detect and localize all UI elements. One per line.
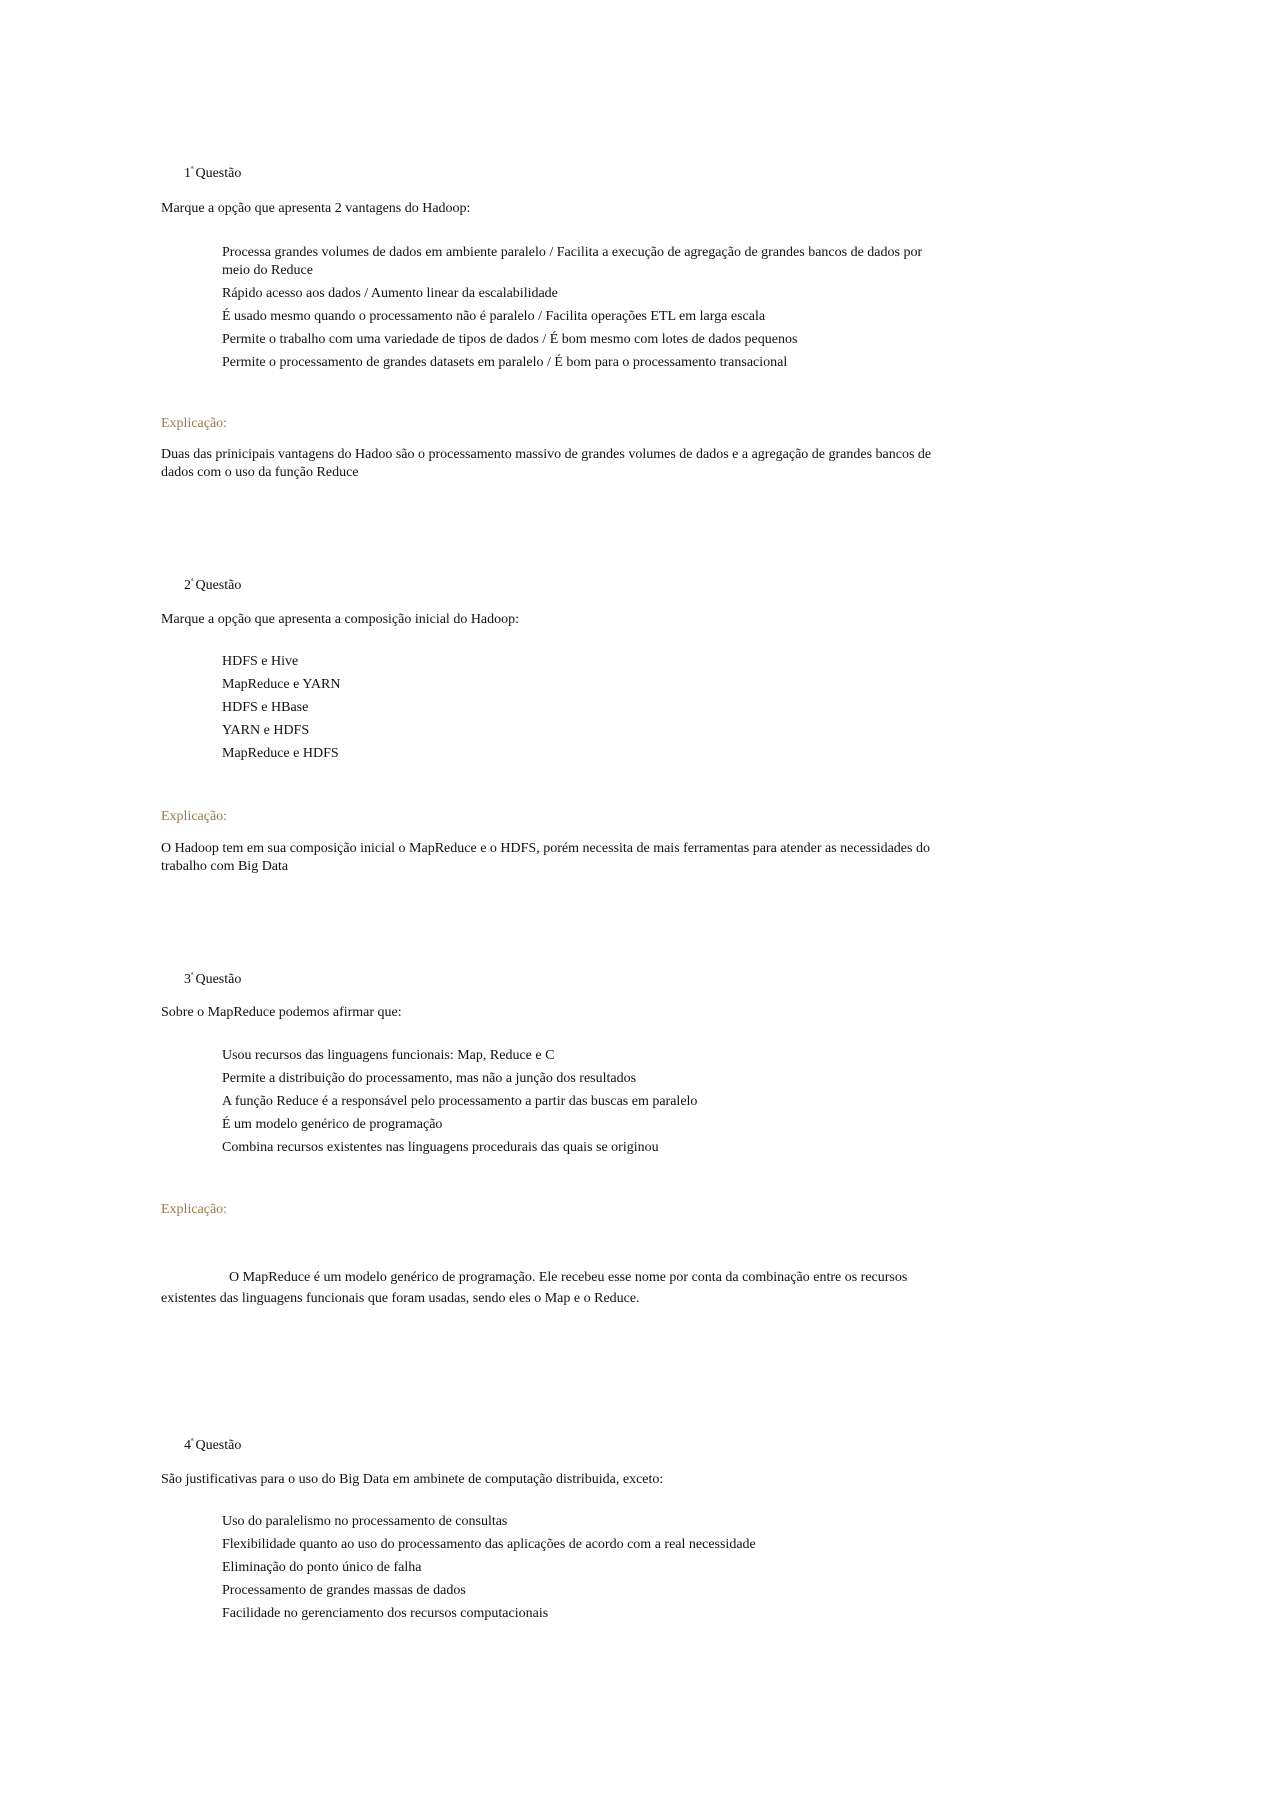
option[interactable]: Processamento de grandes massas de dados: [222, 1583, 466, 1598]
option[interactable]: A função Reduce é a responsável pelo processamento a partir das buscas em paralelo: [222, 1094, 698, 1109]
option[interactable]: Permite o processamento de grandes datasets em paralelo / É bom para o processamento transacional: [222, 355, 788, 370]
option[interactable]: Eliminação do ponto único de falha: [222, 1560, 422, 1575]
option[interactable]: Usou recursos das linguagens funcionais: Map, Reduce e C: [222, 1048, 555, 1063]
option[interactable]: Permite a distribuição do processamento, mas não a junção dos resultados: [222, 1071, 637, 1086]
option[interactable]: HDFS e Hive: [222, 654, 299, 669]
question-number: $3^ª$ Questão: [184, 970, 242, 987]
question-number: $2^ª$ Questão: [184, 576, 242, 593]
explanation-label: Explicação:: [161, 809, 228, 824]
explanation-text: Duas das prinicipais vantagens do Hadoo são o processamento massivo de grandes volumes de dados e a agregação de grandes bancos de dados com o uso da função Reduce: [161, 447, 932, 480]
option[interactable]: Combina recursos existentes nas linguagens procedurais das quais se originou: [222, 1140, 659, 1155]
options-list: [222, 1513, 942, 1623]
option[interactable]: É usado mesmo quando o processamento não é paralelo / Facilita operações ETL em larga escala: [222, 309, 766, 324]
option[interactable]: Uso do paralelismo no processamento de consultas: [222, 1514, 508, 1529]
explanation-text: O Hadoop tem em sua composição inicial o MapReduce e o HDFS, porém necessita de mais ferramentas para atender as necessidades do trabalho com Big Data: [161, 841, 930, 874]
question-stem: Marque a opção que apresenta 2 vantagens do Hadoop:: [161, 201, 471, 216]
question-stem: Sobre o MapReduce podemos afirmar que:: [161, 1005, 402, 1020]
question-stem: Marque a opção que apresenta a composição inicial do Hadoop:: [161, 612, 520, 627]
option[interactable]: HDFS e HBase: [222, 700, 309, 715]
question-stem: São justificativas para o uso do Big Data em ambinete de computação distribuida, exceto:: [161, 1472, 664, 1487]
option[interactable]: Permite o trabalho com uma variedade de tipos de dados / É bom mesmo com lotes de dados pequenos: [222, 332, 798, 347]
explanation-text: O MapReduce é um modelo genérico de programação. Ele recebeu esse nome por conta da combinação entre os recursos existentes das linguagens funcionais que foram usadas, sendo eles o Map e o Reduce.: [161, 1270, 908, 1306]
question-number: $4^ª$ Questão: [184, 1436, 242, 1453]
options-list: [222, 244, 942, 372]
option[interactable]: MapReduce e YARN: [222, 677, 341, 692]
option[interactable]: Processa grandes volumes de dados em ambiente paralelo / Facilita a execução de agregação de grandes bancos de dados por meio do Reduce: [222, 245, 923, 278]
options-list: [222, 653, 942, 763]
option[interactable]: Facilidade no gerenciamento dos recursos computacionais: [222, 1606, 549, 1621]
options-list: [222, 1047, 942, 1157]
explanation-label: Explicação:: [161, 416, 228, 431]
option[interactable]: MapReduce e HDFS: [222, 746, 339, 761]
option[interactable]: Rápido acesso aos dados / Aumento linear da escalabilidade: [222, 286, 558, 301]
question-number: $1^ª$ Questão: [184, 164, 242, 181]
explanation-label: Explicação:: [161, 1202, 228, 1217]
option[interactable]: YARN e HDFS: [222, 723, 310, 738]
option[interactable]: Flexibilidade quanto ao uso do processamento das aplicações de acordo com a real necessidade: [222, 1537, 756, 1552]
option[interactable]: É um modelo genérico de programação: [222, 1117, 443, 1132]
